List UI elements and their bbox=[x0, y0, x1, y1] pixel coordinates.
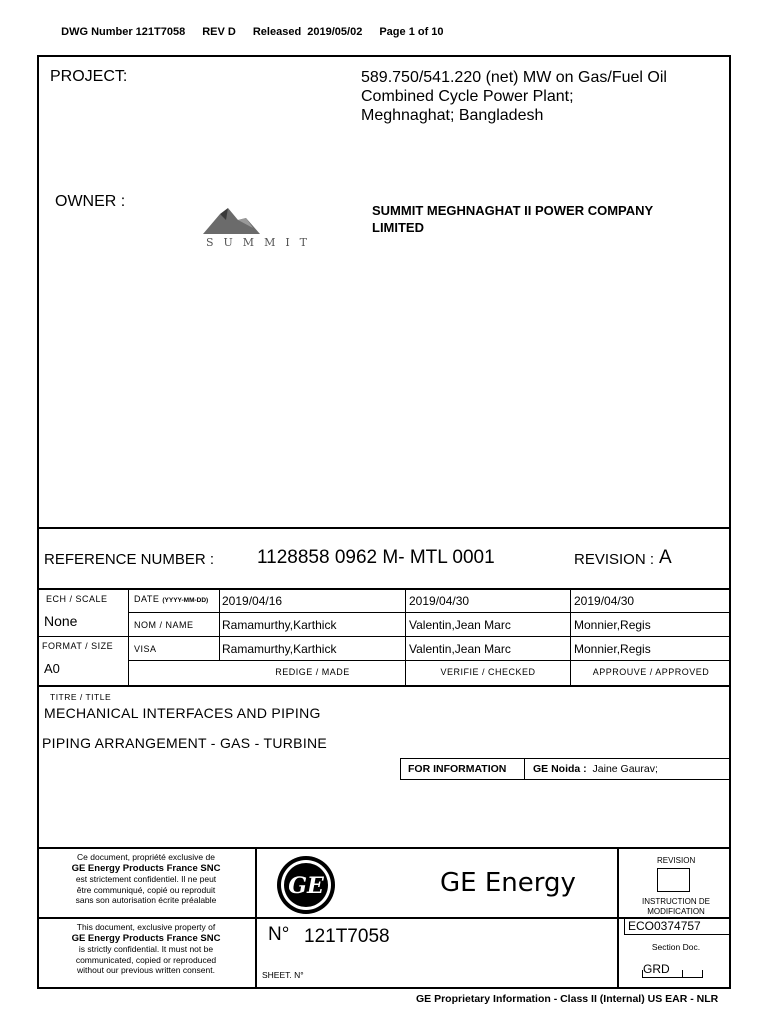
revision-box-label: REVISION bbox=[657, 856, 696, 865]
visa-made: Ramamurthy,Karthick bbox=[222, 642, 337, 656]
en-notice-line-3: is strictly confidential. It must not be bbox=[78, 944, 214, 954]
table-col-1 bbox=[128, 589, 129, 685]
fr-notice-line-5: sans son autorisation écrite préalable bbox=[75, 895, 217, 905]
en-notice-line-4: communicated, copied or reproduced bbox=[75, 954, 217, 965]
revision-box bbox=[657, 868, 690, 892]
visa-checked: Valentin,Jean Marc bbox=[409, 642, 511, 656]
project-label: PROJECT: bbox=[50, 68, 128, 85]
number-prefix: N° bbox=[268, 924, 290, 945]
date-approved: 2019/04/30 bbox=[574, 594, 635, 608]
ge-energy-brand: GE Energy bbox=[440, 868, 576, 898]
name-checked: Valentin,Jean Marc bbox=[409, 618, 511, 632]
reference-number: 1128858 0962 M- MTL 0001 bbox=[257, 547, 495, 568]
owner-label: OWNER : bbox=[55, 193, 126, 210]
table-top bbox=[37, 588, 731, 590]
date-format: (YYYY-MM-DD) bbox=[162, 597, 209, 604]
name-label: NOM / NAME bbox=[134, 620, 194, 630]
for-information: FOR INFORMATION bbox=[408, 763, 507, 775]
section-tick-1 bbox=[642, 970, 643, 977]
table-row-line-2 bbox=[37, 636, 731, 637]
eco-number: ECO0374757 bbox=[624, 917, 731, 935]
reference-label: REFERENCE NUMBER : bbox=[44, 551, 215, 568]
proprietary-notice: GE Proprietary Information - Class II (Internal) US EAR - NLR bbox=[416, 993, 719, 1005]
project-line-2: Combined Cycle Power Plant; bbox=[361, 88, 574, 105]
french-notice bbox=[38, 852, 254, 906]
date-label-text: DATE bbox=[134, 594, 160, 604]
section-doc-label: Section Doc. bbox=[651, 942, 701, 952]
table-bottom bbox=[37, 685, 731, 687]
owner-name-line-1: SUMMIT MEGHNAGHAT II POWER COMPANY bbox=[372, 203, 654, 218]
divider-reference-top bbox=[37, 527, 731, 529]
format-value: A0 bbox=[44, 661, 60, 676]
scale-label: ECH / SCALE bbox=[46, 594, 108, 604]
format-label: FORMAT / SIZE bbox=[42, 641, 114, 651]
title-label: TITRE / TITLE bbox=[50, 692, 112, 702]
visa-approved: Monnier,Regis bbox=[574, 642, 651, 656]
instruction-label-1: INSTRUCTION DE bbox=[642, 897, 710, 906]
date-made: 2019/04/16 bbox=[222, 594, 283, 608]
revision-value: A bbox=[659, 547, 672, 568]
instruction-label-2: MODIFICATION bbox=[647, 907, 705, 916]
date-label bbox=[134, 594, 208, 604]
title-line-2: PIPING ARRANGEMENT - GAS - TURBINE bbox=[42, 735, 328, 751]
fr-notice-line-4: être communiqué, copié ou reproduit bbox=[76, 884, 216, 895]
table-col-2 bbox=[219, 589, 220, 661]
role-made: REDIGE / MADE bbox=[275, 667, 350, 677]
date-checked: 2019/04/30 bbox=[409, 594, 470, 608]
project-line-3: Meghnaghat; Bangladesh bbox=[361, 107, 544, 124]
doc-header bbox=[55, 14, 444, 38]
svg-text:GE: GE bbox=[288, 873, 324, 899]
section-tick-2 bbox=[682, 970, 683, 977]
section-doc-value: GRD bbox=[643, 962, 670, 976]
fr-notice-line-3: est strictement confidentiel. Il ne peut bbox=[75, 874, 217, 884]
ge-noida-label: GE Noida : bbox=[533, 763, 587, 775]
summit-logo-text: SUMMIT bbox=[206, 236, 318, 249]
rev: REV D bbox=[202, 26, 236, 38]
owner-name bbox=[372, 202, 653, 236]
revision-label: REVISION : bbox=[574, 551, 655, 568]
ge-noida-value: Jaine Gaurav; bbox=[592, 763, 658, 775]
project-description bbox=[361, 68, 667, 125]
english-notice bbox=[38, 922, 254, 976]
released: Released 2019/05/02 bbox=[252, 26, 363, 38]
scale-value: None bbox=[44, 613, 78, 629]
distribution-divider bbox=[524, 758, 525, 780]
ge-noida bbox=[533, 763, 658, 775]
section-doc-line bbox=[642, 977, 703, 978]
footer-top bbox=[37, 847, 731, 849]
name-approved: Monnier,Regis bbox=[574, 618, 651, 632]
instruction-label bbox=[620, 897, 732, 917]
en-notice-line-5: without our previous written consent. bbox=[77, 965, 215, 975]
ge-logo-icon bbox=[276, 855, 336, 915]
fr-notice-line-1: Ce document, propriété exclusive de bbox=[77, 852, 215, 862]
visa-label: VISA bbox=[134, 644, 157, 654]
sheet-label: SHEET. N° bbox=[262, 970, 304, 980]
project-line-1: 589.750/541.220 (net) MW on Gas/Fuel Oil bbox=[361, 69, 667, 86]
role-checked: VERIFIE / CHECKED bbox=[440, 667, 536, 677]
title-line-1: MECHANICAL INTERFACES AND PIPING bbox=[44, 705, 321, 721]
owner-name-line-2: LIMITED bbox=[372, 220, 424, 235]
role-approved: APPROUVE / APPROVED bbox=[592, 667, 710, 677]
dwg-number: DWG Number 121T7058 bbox=[61, 26, 186, 38]
drawing-number: 121T7058 bbox=[304, 926, 390, 947]
page-count: Page 1 of 10 bbox=[379, 26, 444, 38]
en-notice-company: GE Energy Products France SNC bbox=[71, 932, 221, 944]
name-made: Ramamurthy,Karthick bbox=[222, 618, 337, 632]
section-tick-3 bbox=[702, 970, 703, 977]
fr-notice-company: GE Energy Products France SNC bbox=[71, 862, 221, 874]
en-notice-line-1: This document, exclusive property of bbox=[76, 922, 216, 932]
summit-logo bbox=[198, 200, 333, 252]
